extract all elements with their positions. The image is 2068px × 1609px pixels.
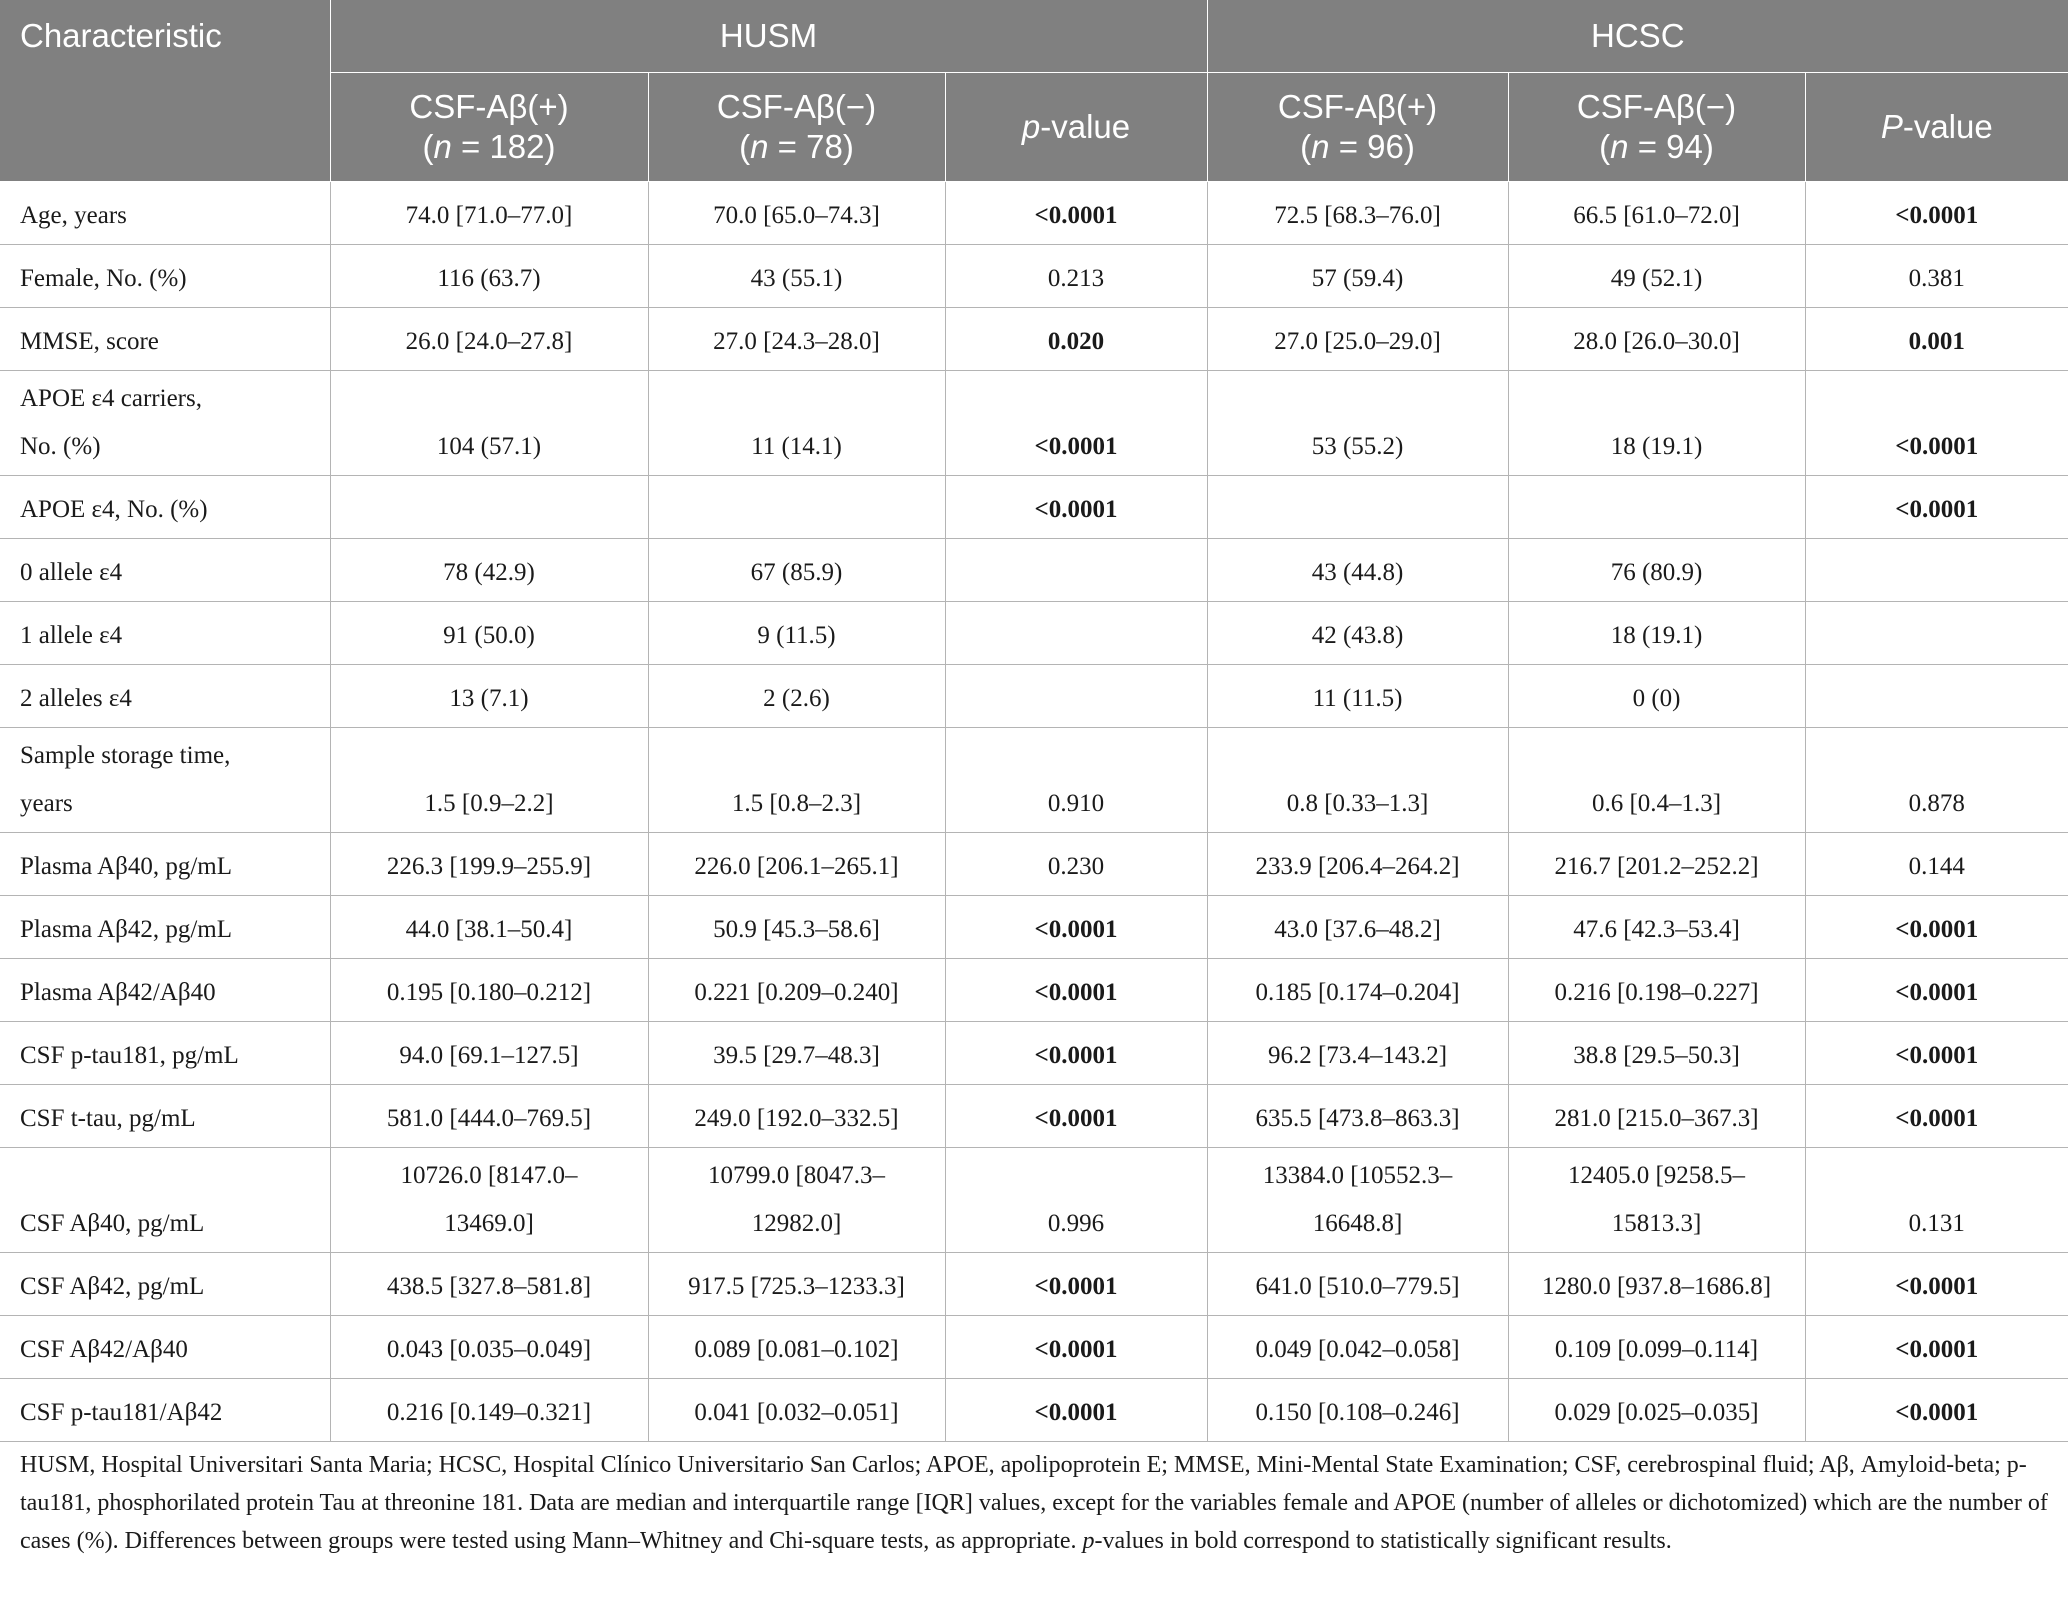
- cell-husm-positive: 0.195 [0.180–0.212]: [330, 959, 648, 1022]
- cell-hcsc-pvalue: <0.0001: [1805, 1253, 2068, 1316]
- cell-hcsc-positive: 57 (59.4): [1207, 245, 1508, 308]
- header-husm-pvalue: p-value: [945, 73, 1207, 182]
- cell-husm-negative: [648, 476, 945, 539]
- cell-hcsc-positive: 43 (44.8): [1207, 539, 1508, 602]
- row-label: CSF Aβ42/Aβ40: [0, 1316, 330, 1379]
- row-label: CSF t-tau, pg/mL: [0, 1085, 330, 1148]
- cell-husm-positive: 44.0 [38.1–50.4]: [330, 896, 648, 959]
- table-row: [0, 959, 2068, 1022]
- cell-husm-negative: 67 (85.9): [648, 539, 945, 602]
- header-group-hcsc: HCSC: [1207, 0, 2068, 73]
- row-label: CSF p-tau181/Aβ42: [0, 1379, 330, 1442]
- table-row: [0, 245, 2068, 308]
- cell-hcsc-negative: 216.7 [201.2–252.2]: [1508, 833, 1805, 896]
- cell-hcsc-negative: 1280.0 [937.8–1686.8]: [1508, 1253, 1805, 1316]
- cell-husm-positive: [330, 476, 648, 539]
- cell-husm-positive: 94.0 [69.1–127.5]: [330, 1022, 648, 1085]
- row-label: Plasma Aβ42, pg/mL: [0, 896, 330, 959]
- cell-husm-pvalue: 0.230: [945, 833, 1207, 896]
- row-label: 2 alleles ε4: [0, 665, 330, 728]
- cell-husm-negative: 2 (2.6): [648, 665, 945, 728]
- cell-hcsc-positive: [1207, 476, 1508, 539]
- cell-husm-positive: 91 (50.0): [330, 602, 648, 665]
- cell-hcsc-pvalue: <0.0001: [1805, 1085, 2068, 1148]
- header-husm-negative: CSF-Aβ(−) (n = 78): [648, 73, 945, 182]
- cell-hcsc-pvalue: <0.0001: [1805, 476, 2068, 539]
- cell-husm-negative: 70.0 [65.0–74.3]: [648, 182, 945, 245]
- cell-husm-positive: 1.5 [0.9–2.2]: [330, 728, 648, 833]
- cell-hcsc-pvalue: <0.0001: [1805, 371, 2068, 476]
- cell-hcsc-positive: 27.0 [25.0–29.0]: [1207, 308, 1508, 371]
- cell-husm-pvalue: [945, 665, 1207, 728]
- cell-husm-positive: 10726.0 [8147.0– 13469.0]: [330, 1148, 648, 1253]
- cell-husm-positive: 13 (7.1): [330, 665, 648, 728]
- table-row: [0, 539, 2068, 602]
- cell-husm-pvalue: <0.0001: [945, 371, 1207, 476]
- cell-husm-pvalue: <0.0001: [945, 1253, 1207, 1316]
- cell-hcsc-positive: 43.0 [37.6–48.2]: [1207, 896, 1508, 959]
- cell-husm-positive: 438.5 [327.8–581.8]: [330, 1253, 648, 1316]
- cell-husm-pvalue: <0.0001: [945, 1316, 1207, 1379]
- cell-hcsc-negative: 18 (19.1): [1508, 371, 1805, 476]
- row-label: Female, No. (%): [0, 245, 330, 308]
- cell-husm-negative: 226.0 [206.1–265.1]: [648, 833, 945, 896]
- cell-hcsc-positive: 0.8 [0.33–1.3]: [1207, 728, 1508, 833]
- cell-hcsc-positive: 42 (43.8): [1207, 602, 1508, 665]
- table-row: [0, 1253, 2068, 1316]
- table-row: [0, 1148, 2068, 1253]
- cell-husm-positive: 74.0 [71.0–77.0]: [330, 182, 648, 245]
- cell-hcsc-pvalue: [1805, 665, 2068, 728]
- cell-hcsc-negative: 0.216 [0.198–0.227]: [1508, 959, 1805, 1022]
- cell-hcsc-pvalue: 0.144: [1805, 833, 2068, 896]
- cell-husm-pvalue: <0.0001: [945, 896, 1207, 959]
- cell-hcsc-negative: 38.8 [29.5–50.3]: [1508, 1022, 1805, 1085]
- row-label: Age, years: [0, 182, 330, 245]
- cell-hcsc-pvalue: [1805, 539, 2068, 602]
- cell-hcsc-positive: 641.0 [510.0–779.5]: [1207, 1253, 1508, 1316]
- cell-hcsc-positive: 635.5 [473.8–863.3]: [1207, 1085, 1508, 1148]
- cell-hcsc-negative: [1508, 476, 1805, 539]
- row-label: CSF Aβ42, pg/mL: [0, 1253, 330, 1316]
- row-label: CSF p-tau181, pg/mL: [0, 1022, 330, 1085]
- row-label: Plasma Aβ42/Aβ40: [0, 959, 330, 1022]
- cell-hcsc-positive: 96.2 [73.4–143.2]: [1207, 1022, 1508, 1085]
- table-row: [0, 728, 2068, 833]
- header-group-husm: HUSM: [330, 0, 1207, 73]
- cell-hcsc-negative: 0.6 [0.4–1.3]: [1508, 728, 1805, 833]
- cell-husm-negative: 249.0 [192.0–332.5]: [648, 1085, 945, 1148]
- cell-husm-negative: 917.5 [725.3–1233.3]: [648, 1253, 945, 1316]
- cell-husm-pvalue: <0.0001: [945, 1022, 1207, 1085]
- cell-hcsc-pvalue: 0.381: [1805, 245, 2068, 308]
- cell-hcsc-positive: 233.9 [206.4–264.2]: [1207, 833, 1508, 896]
- table-footnote: HUSM, Hospital Universitari Santa Maria; HCSC, Hospital Clínico Universitario San Carlos; APOE, apolipoprotein E; MMSE, Mini-Mental State Examination; CSF, cerebrospinal fluid; Aβ, Amyloid-beta; p-tau181, phosphorilated protein Tau at threonine 181. Data are median and interquartile range [IQR] values, except for the variables female and APOE (number of alleles or dichotomized) which are the number of cases (%). Differences between groups were tested using Mann–Whitney and Chi-square tests, as appropriate. p-values in bold correspond to statistically significant results.: [20, 1452, 2048, 1554]
- cell-husm-positive: 0.043 [0.035–0.049]: [330, 1316, 648, 1379]
- cell-hcsc-positive: 13384.0 [10552.3– 16648.8]: [1207, 1148, 1508, 1253]
- cell-hcsc-negative: 47.6 [42.3–53.4]: [1508, 896, 1805, 959]
- cell-husm-pvalue: 0.213: [945, 245, 1207, 308]
- cell-husm-pvalue: <0.0001: [945, 959, 1207, 1022]
- cell-hcsc-pvalue: <0.0001: [1805, 1379, 2068, 1442]
- row-label: APOE ε4 carriers, No. (%): [0, 371, 330, 476]
- cell-husm-negative: 10799.0 [8047.3– 12982.0]: [648, 1148, 945, 1253]
- cell-husm-pvalue: <0.0001: [945, 1085, 1207, 1148]
- header-husm-positive: CSF-Aβ(+) (n = 182): [330, 73, 648, 182]
- cell-husm-negative: 0.041 [0.032–0.051]: [648, 1379, 945, 1442]
- cell-hcsc-negative: 0 (0): [1508, 665, 1805, 728]
- cell-husm-positive: 26.0 [24.0–27.8]: [330, 308, 648, 371]
- cell-husm-pvalue: 0.910: [945, 728, 1207, 833]
- cell-husm-pvalue: 0.996: [945, 1148, 1207, 1253]
- cell-hcsc-pvalue: 0.131: [1805, 1148, 2068, 1253]
- table-row: [0, 476, 2068, 539]
- cell-hcsc-positive: 72.5 [68.3–76.0]: [1207, 182, 1508, 245]
- cell-husm-negative: 27.0 [24.3–28.0]: [648, 308, 945, 371]
- cell-husm-pvalue: <0.0001: [945, 1379, 1207, 1442]
- cell-hcsc-negative: 0.029 [0.025–0.035]: [1508, 1379, 1805, 1442]
- cell-hcsc-positive: 0.185 [0.174–0.204]: [1207, 959, 1508, 1022]
- cell-husm-pvalue: [945, 539, 1207, 602]
- cell-husm-positive: 581.0 [444.0–769.5]: [330, 1085, 648, 1148]
- row-label: Plasma Aβ40, pg/mL: [0, 833, 330, 896]
- cell-husm-pvalue: [945, 602, 1207, 665]
- cell-hcsc-positive: 0.049 [0.042–0.058]: [1207, 1316, 1508, 1379]
- table-row: [0, 665, 2068, 728]
- table-row: [0, 896, 2068, 959]
- table-row: [0, 1316, 2068, 1379]
- table-row: [0, 371, 2068, 476]
- cell-husm-negative: 0.089 [0.081–0.102]: [648, 1316, 945, 1379]
- cell-husm-pvalue: <0.0001: [945, 476, 1207, 539]
- cell-hcsc-positive: 53 (55.2): [1207, 371, 1508, 476]
- cell-husm-positive: 104 (57.1): [330, 371, 648, 476]
- cell-hcsc-negative: 66.5 [61.0–72.0]: [1508, 182, 1805, 245]
- cell-husm-negative: 0.221 [0.209–0.240]: [648, 959, 945, 1022]
- row-label: Sample storage time, years: [0, 728, 330, 833]
- row-label: APOE ε4, No. (%): [0, 476, 330, 539]
- cell-hcsc-positive: 0.150 [0.108–0.246]: [1207, 1379, 1508, 1442]
- cell-hcsc-negative: 76 (80.9): [1508, 539, 1805, 602]
- cell-hcsc-pvalue: <0.0001: [1805, 182, 2068, 245]
- cell-husm-negative: 43 (55.1): [648, 245, 945, 308]
- cell-husm-negative: 39.5 [29.7–48.3]: [648, 1022, 945, 1085]
- cell-hcsc-pvalue: 0.001: [1805, 308, 2068, 371]
- cell-hcsc-pvalue: <0.0001: [1805, 1022, 2068, 1085]
- table-row: [0, 1379, 2068, 1442]
- cell-hcsc-negative: 18 (19.1): [1508, 602, 1805, 665]
- header-hcsc-negative: CSF-Aβ(−) (n = 94): [1508, 73, 1805, 182]
- table-row: [0, 182, 2068, 245]
- header-characteristic: Characteristic: [0, 0, 330, 182]
- row-label: CSF Aβ40, pg/mL: [0, 1148, 330, 1253]
- cell-hcsc-pvalue: 0.878: [1805, 728, 2068, 833]
- row-label: 1 allele ε4: [0, 602, 330, 665]
- cell-husm-positive: 0.216 [0.149–0.321]: [330, 1379, 648, 1442]
- cell-husm-negative: 1.5 [0.8–2.3]: [648, 728, 945, 833]
- row-label: MMSE, score: [0, 308, 330, 371]
- table-row: [0, 308, 2068, 371]
- cell-husm-negative: 9 (11.5): [648, 602, 945, 665]
- cell-hcsc-negative: 0.109 [0.099–0.114]: [1508, 1316, 1805, 1379]
- cell-hcsc-pvalue: [1805, 602, 2068, 665]
- cell-husm-negative: 50.9 [45.3–58.6]: [648, 896, 945, 959]
- cell-hcsc-pvalue: <0.0001: [1805, 896, 2068, 959]
- cell-hcsc-pvalue: <0.0001: [1805, 959, 2068, 1022]
- cell-husm-positive: 226.3 [199.9–255.9]: [330, 833, 648, 896]
- cell-husm-pvalue: 0.020: [945, 308, 1207, 371]
- table-row: [0, 1022, 2068, 1085]
- cell-hcsc-pvalue: <0.0001: [1805, 1316, 2068, 1379]
- table-row: [0, 833, 2068, 896]
- cell-husm-positive: 116 (63.7): [330, 245, 648, 308]
- cell-hcsc-positive: 11 (11.5): [1207, 665, 1508, 728]
- cell-hcsc-negative: 28.0 [26.0–30.0]: [1508, 308, 1805, 371]
- header-hcsc-pvalue: P-value: [1805, 73, 2068, 182]
- cell-husm-negative: 11 (14.1): [648, 371, 945, 476]
- row-label: 0 allele ε4: [0, 539, 330, 602]
- table-row: [0, 602, 2068, 665]
- cell-hcsc-negative: 281.0 [215.0–367.3]: [1508, 1085, 1805, 1148]
- header-hcsc-positive: CSF-Aβ(+) (n = 96): [1207, 73, 1508, 182]
- cell-hcsc-negative: 12405.0 [9258.5– 15813.3]: [1508, 1148, 1805, 1253]
- cell-hcsc-negative: 49 (52.1): [1508, 245, 1805, 308]
- cell-husm-pvalue: <0.0001: [945, 182, 1207, 245]
- table-row: [0, 1085, 2068, 1148]
- cell-husm-positive: 78 (42.9): [330, 539, 648, 602]
